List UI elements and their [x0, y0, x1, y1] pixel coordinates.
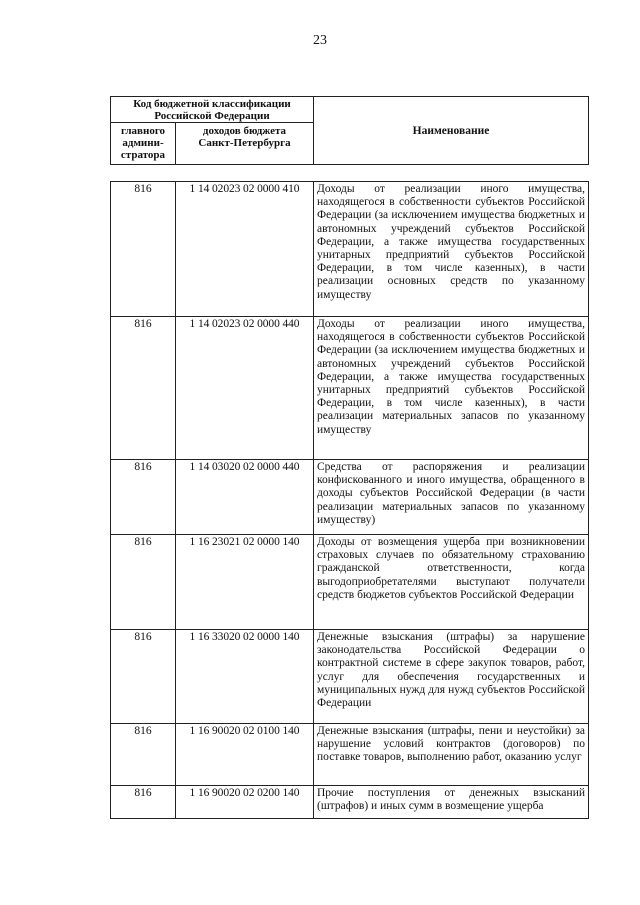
revenue-code-cell: 1 14 02023 02 0000 410: [176, 182, 314, 317]
admin-code-cell: 816: [111, 786, 176, 819]
header-admin-column: главного админи-стратора: [111, 123, 176, 165]
revenue-name-cell: Доходы от возмещения ущерба при возникновении страховых случаев по обязательному страхованию гражданской ответственности, когда выгодоприобретателями выступают получатели средств бюджетов субъектов Российской Федерации: [314, 535, 589, 630]
revenue-code-cell: 1 16 23021 02 0000 140: [176, 535, 314, 630]
table-row: [111, 724, 589, 786]
header-code-column: доходов бюджета Санкт-Петербурга: [176, 123, 314, 165]
header-name-column: Наименование: [314, 97, 589, 165]
admin-code-cell: 816: [111, 182, 176, 317]
admin-code-cell: 816: [111, 317, 176, 460]
revenue-name-cell: Доходы от реализации иного имущества, находящегося в собственности субъектов Российской Федерации (за исключением имущества бюджетных и автономных учреждений субъектов Российской Федерации, а также имущества государственных унитарных предприятий субъектов Российской Федерации, в том числе казенных), в части реализации материальных запасов по указанному имуществу: [314, 317, 589, 460]
revenue-name-cell: Прочие поступления от денежных взысканий (штрафов) и иных сумм в возмещение ущерба: [314, 786, 589, 819]
revenue-name-cell: Денежные взыскания (штрафы, пени и неустойки) за нарушение условий контрактов (договоров) по поставке товаров, выполнению работ, оказанию услуг: [314, 724, 589, 786]
revenue-table-body: [111, 182, 589, 819]
admin-code-cell: 816: [111, 460, 176, 535]
table-row: [111, 182, 589, 317]
revenue-code-cell: 1 16 90020 02 0100 140: [176, 724, 314, 786]
revenue-name-cell: Денежные взыскания (штрафы) за нарушение законодательства Российской Федерации о контрактной системе в сфере закупок товаров, работ, услуг для обеспечения государственных и муниципальных нужд для нужд субъектов Российской Федерации: [314, 630, 589, 724]
table-row: [111, 317, 589, 460]
header-group-title: Код бюджетной классификации Российской Федерации: [111, 97, 314, 123]
table-row: [111, 460, 589, 535]
admin-code-cell: 816: [111, 724, 176, 786]
revenue-code-cell: 1 14 02023 02 0000 440: [176, 317, 314, 460]
revenue-code-cell: 1 16 33020 02 0000 140: [176, 630, 314, 724]
table-row: [111, 535, 589, 630]
admin-code-cell: 816: [111, 535, 176, 630]
table-row: [111, 630, 589, 724]
table-row: [111, 786, 589, 819]
admin-code-cell: 816: [111, 630, 176, 724]
revenue-name-cell: Доходы от реализации иного имущества, находящегося в собственности субъектов Российской Федерации (за исключением имущества бюджетных и автономных учреждений субъектов Российской Федерации, а также имущества государственных унитарных предприятий субъектов Российской Федерации, в том числе казенных), в части реализации основных средств по указанному имуществу: [314, 182, 589, 317]
revenue-code-cell: 1 16 90020 02 0200 140: [176, 786, 314, 819]
page-number: 23: [313, 33, 327, 48]
table-header: [110, 96, 589, 165]
revenue-table: [110, 181, 589, 819]
revenue-name-cell: Средства от распоряжения и реализации конфискованного и иного имущества, обращенного в доходы субъектов Российской Федерации (в части реализации материальных запасов по указанному имуществу): [314, 460, 589, 535]
revenue-code-cell: 1 14 03020 02 0000 440: [176, 460, 314, 535]
